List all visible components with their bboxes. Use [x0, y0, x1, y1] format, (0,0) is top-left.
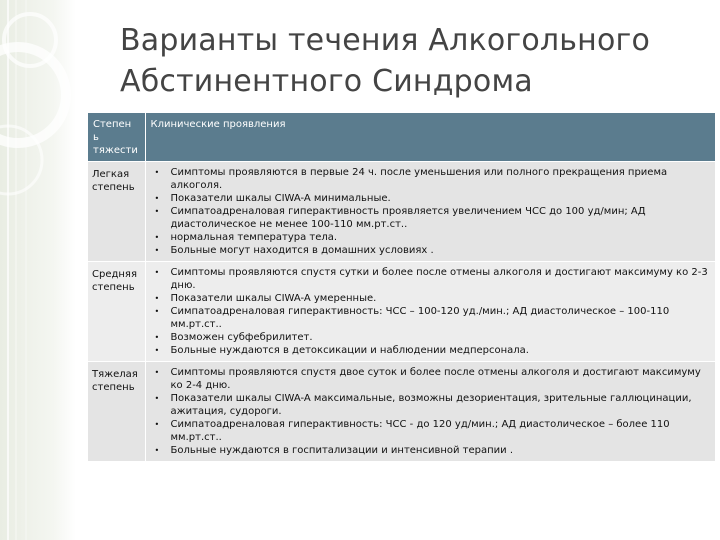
list-item: • Симптомы проявляются спустя двое суток и более после отмены алкоголя и достигают максимуму ко 2-4 дню. — [154, 366, 710, 392]
list-item: • Больные нуждаются в госпитализации и интенсивной терапии . — [154, 444, 710, 457]
details-cell — [145, 362, 715, 462]
header-clinical: Клинические проявления — [145, 113, 715, 162]
table-header-row — [88, 113, 715, 162]
list-item: • Показатели шкалы CIWA-A минимальные. — [154, 192, 710, 205]
details-cell — [145, 162, 715, 262]
decorative-sidebar — [0, 0, 76, 540]
symptom-list — [154, 266, 710, 357]
list-item: • Больные нуждаются в детоксикации и наблюдении медперсонала. — [154, 344, 710, 357]
list-item: • Симпатоадреналовая гиперактивность: ЧСС – 100-120 уд./мин.; АД диастолическое – 100-110 мм.рт.ст.. — [154, 305, 710, 331]
details-cell — [145, 262, 715, 362]
list-item: • Показатели шкалы CIWA-A максимальные, возможны дезориентация, зрительные галлюцинации, ажитация, судороги. — [154, 392, 710, 418]
severity-cell: Тяжелая степень — [88, 362, 145, 462]
list-item: • Симптомы проявляются в первые 24 ч. после уменьшения или полного прекращения приема алкоголя. — [154, 166, 710, 192]
list-item: • Симптомы проявляются спустя сутки и более после отмены алкоголя и достигают максимуму ко 2-3 дню. — [154, 266, 710, 292]
title-line-2: Абстинентного Синдрома — [120, 64, 533, 99]
table-row — [88, 162, 715, 262]
symptom-list — [154, 166, 710, 257]
table-row — [88, 262, 715, 362]
severity-cell: Средняя степень — [88, 262, 145, 362]
list-item: • Возможен субфебрилитет. — [154, 331, 710, 344]
header-severity: Степен ь тяжести — [88, 113, 145, 162]
severity-cell: Легкая степень — [88, 162, 145, 262]
list-item: • Больные могут находится в домашних условиях . — [154, 244, 710, 257]
severity-table — [88, 113, 715, 461]
symptom-list — [154, 366, 710, 457]
slide-title — [120, 20, 700, 102]
decorative-circles — [0, 0, 76, 540]
list-item: • Показатели шкалы CIWA-A умеренные. — [154, 292, 710, 305]
list-item: • Симпатоадреналовая гиперактивность проявляется увеличением ЧСС до 100 уд/мин; АД диастолическое не менее 100-110 мм.рт.ст.. — [154, 205, 710, 231]
list-item: • Симпатоадреналовая гиперактивность: ЧСС - до 120 уд/мин.; АД диастолическое – более 110 мм.рт.ст.. — [154, 418, 710, 444]
table-row — [88, 362, 715, 462]
title-line-1: Варианты течения Алкогольного — [120, 23, 651, 58]
list-item: • нормальная температура тела. — [154, 231, 710, 244]
